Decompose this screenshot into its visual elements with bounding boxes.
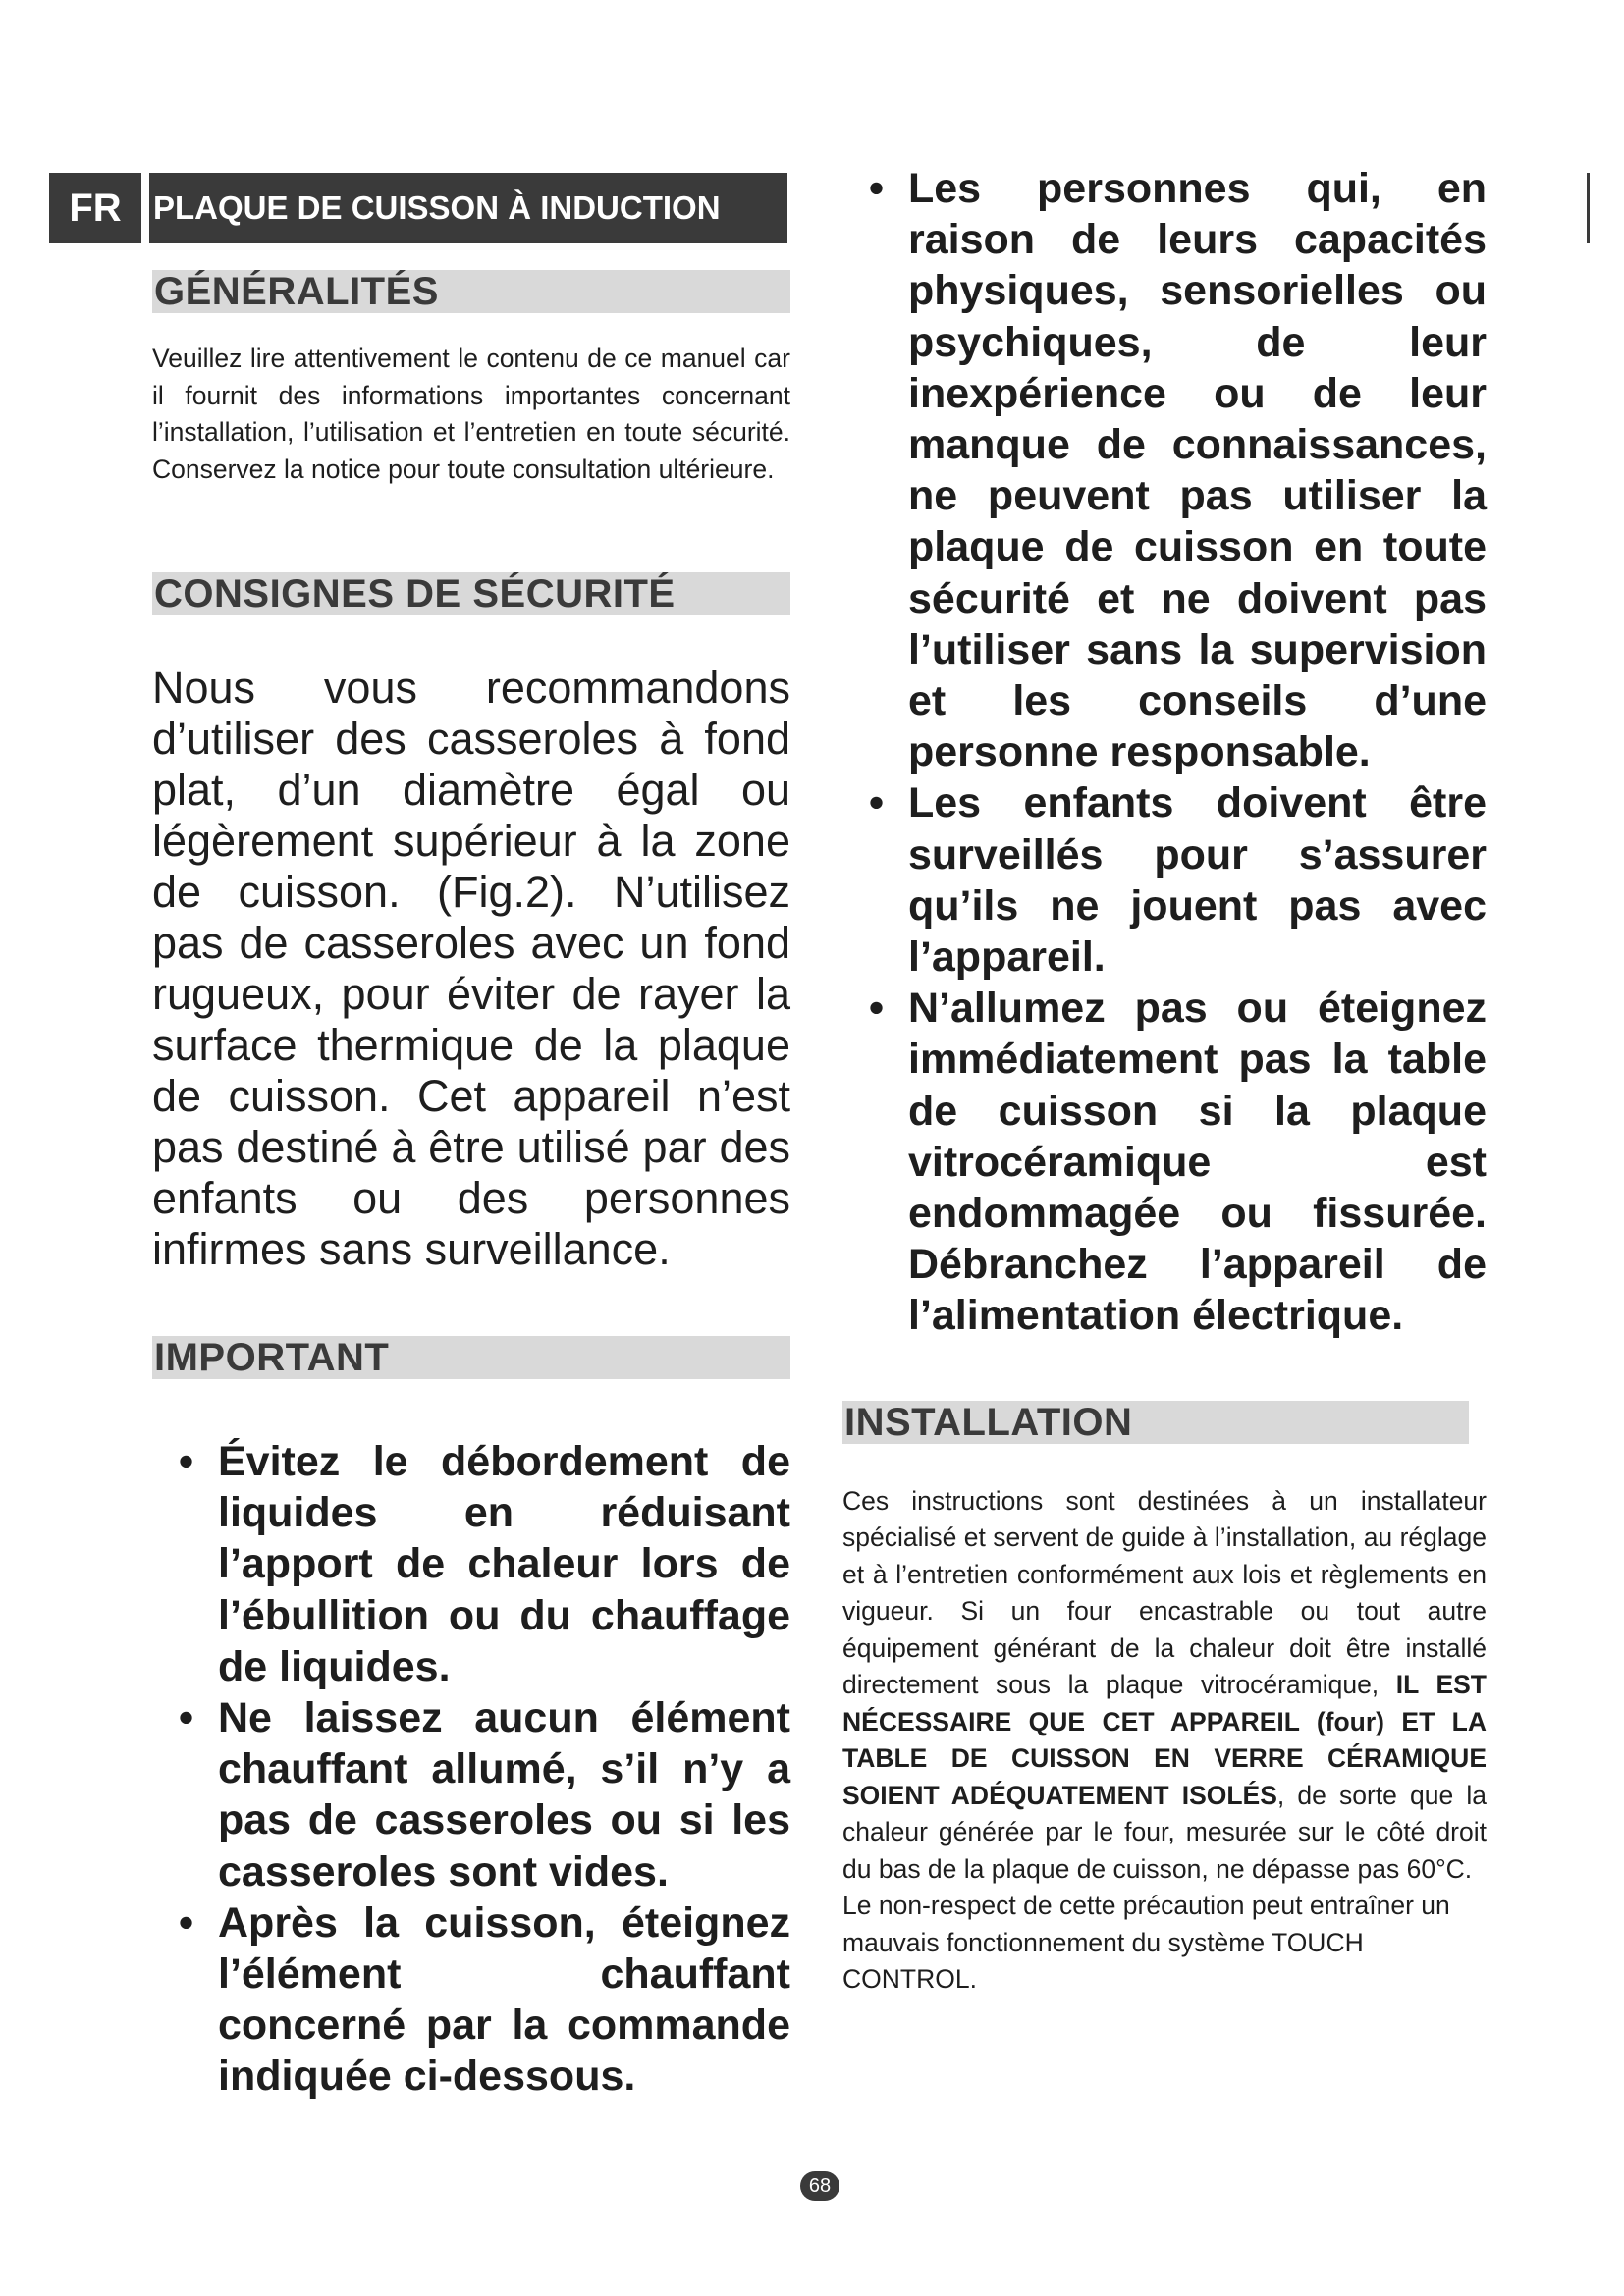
generalites-paragraph: Veuillez lire attentivement le contenu de ce manuel car il fournit des informations importantes concernant l’installation, l’utilisation et l’entretien en toute sécurité. Conservez la notice pour toute consultation ultérieure. xyxy=(152,344,790,484)
list-item: • N’allumez pas ou éteignez immédiatement pas la table de cuisson si la plaque vitrocéramique est endommagée ou fissurée. Débranchez l’appareil de l’alimentation électrique. xyxy=(869,985,1487,1340)
securite-paragraph: Nous vous recommandons d’utiliser des casseroles à fond plat, d’un diamètre égal ou légèrement supérieur à la zone de cuisson. (Fig.2). N’utilisez pas de casseroles avec un fond rugueux, pour éviter de rayer la surface thermique de la plaque de cuisson. Cet appareil n’est pas destiné à être utilisé par des enfants ou des personnes infirmes sans surveillance. xyxy=(152,663,790,1274)
list-item: • Les personnes qui, en raison de leurs capacités physiques, sensorielles ou psychiques, de leur inexpérience ou de leur manque de connaissances, ne peuvent pas utiliser la plaque de cuisson en toute sécurité et ne doivent pas l’utiliser sans la supervision et les conseils d’une personne responsable. xyxy=(869,165,1487,776)
installation-paragraph: Ces instructions sont destinées à un installateur spécialisé et servent de guide à l’installation, au réglage et à l’entretien conformément aux lois et règlements en vigueur. Si un four encastrable ou tout autre équipement générant de la chaleur doit être installé directement sous la plaque vitrocéramique, IL EST NÉCESSAIRE QUE CET APPAREIL (four) ET LA TABLE DE CUISSON EN VERRE CÉRAMIQUE SOIENT ADÉQUATEMENT ISOLÉS, de sorte que la chaleur générée par le four, mesurée sur le côté droit du bas de la plaque de cuisson, ne dépasse pas 60°C. xyxy=(842,1485,1488,1884)
heading-important: IMPORTANT xyxy=(152,1336,790,1379)
list-item: • Après la cuisson, éteignez l’élément chauffant concerné par la commande indiquée ci-dessous. xyxy=(179,1898,790,2101)
heading-generalites: GÉNÉRALITÉS xyxy=(152,270,790,313)
language-tab: FR xyxy=(49,173,141,243)
list-item: • Évitez le débordement de liquides en réduisant l’apport de chaleur lors de l’ébullition ou du chauffage de liquides. xyxy=(179,1438,790,1690)
page-number-badge: 68 xyxy=(800,2171,839,2201)
safety-bullet-list xyxy=(842,163,1487,1342)
header-right-rule xyxy=(1587,173,1590,243)
heading-consignes-securite: CONSIGNES DE SÉCURITÉ xyxy=(152,572,790,615)
important-bullet-list xyxy=(152,1436,790,2103)
left-column xyxy=(152,265,790,2103)
list-item: • Les enfants doivent être surveillés pour s’assurer qu’ils ne jouent pas avec l’appareil. xyxy=(869,779,1487,982)
heading-installation: INSTALLATION xyxy=(842,1401,1469,1444)
installation-paragraph-2: Le non-respect de cette précaution peut entraîner un mauvais fonctionnement du système TOUCH CONTROL. xyxy=(842,1891,1450,1995)
page-header-title: PLAQUE DE CUISSON À INDUCTION xyxy=(149,173,787,243)
list-item: • Ne laissez aucun élément chauffant allumé, s’il n’y a pas de casseroles ou si les casseroles sont vides. xyxy=(179,1694,790,1896)
right-column xyxy=(842,163,1487,1999)
